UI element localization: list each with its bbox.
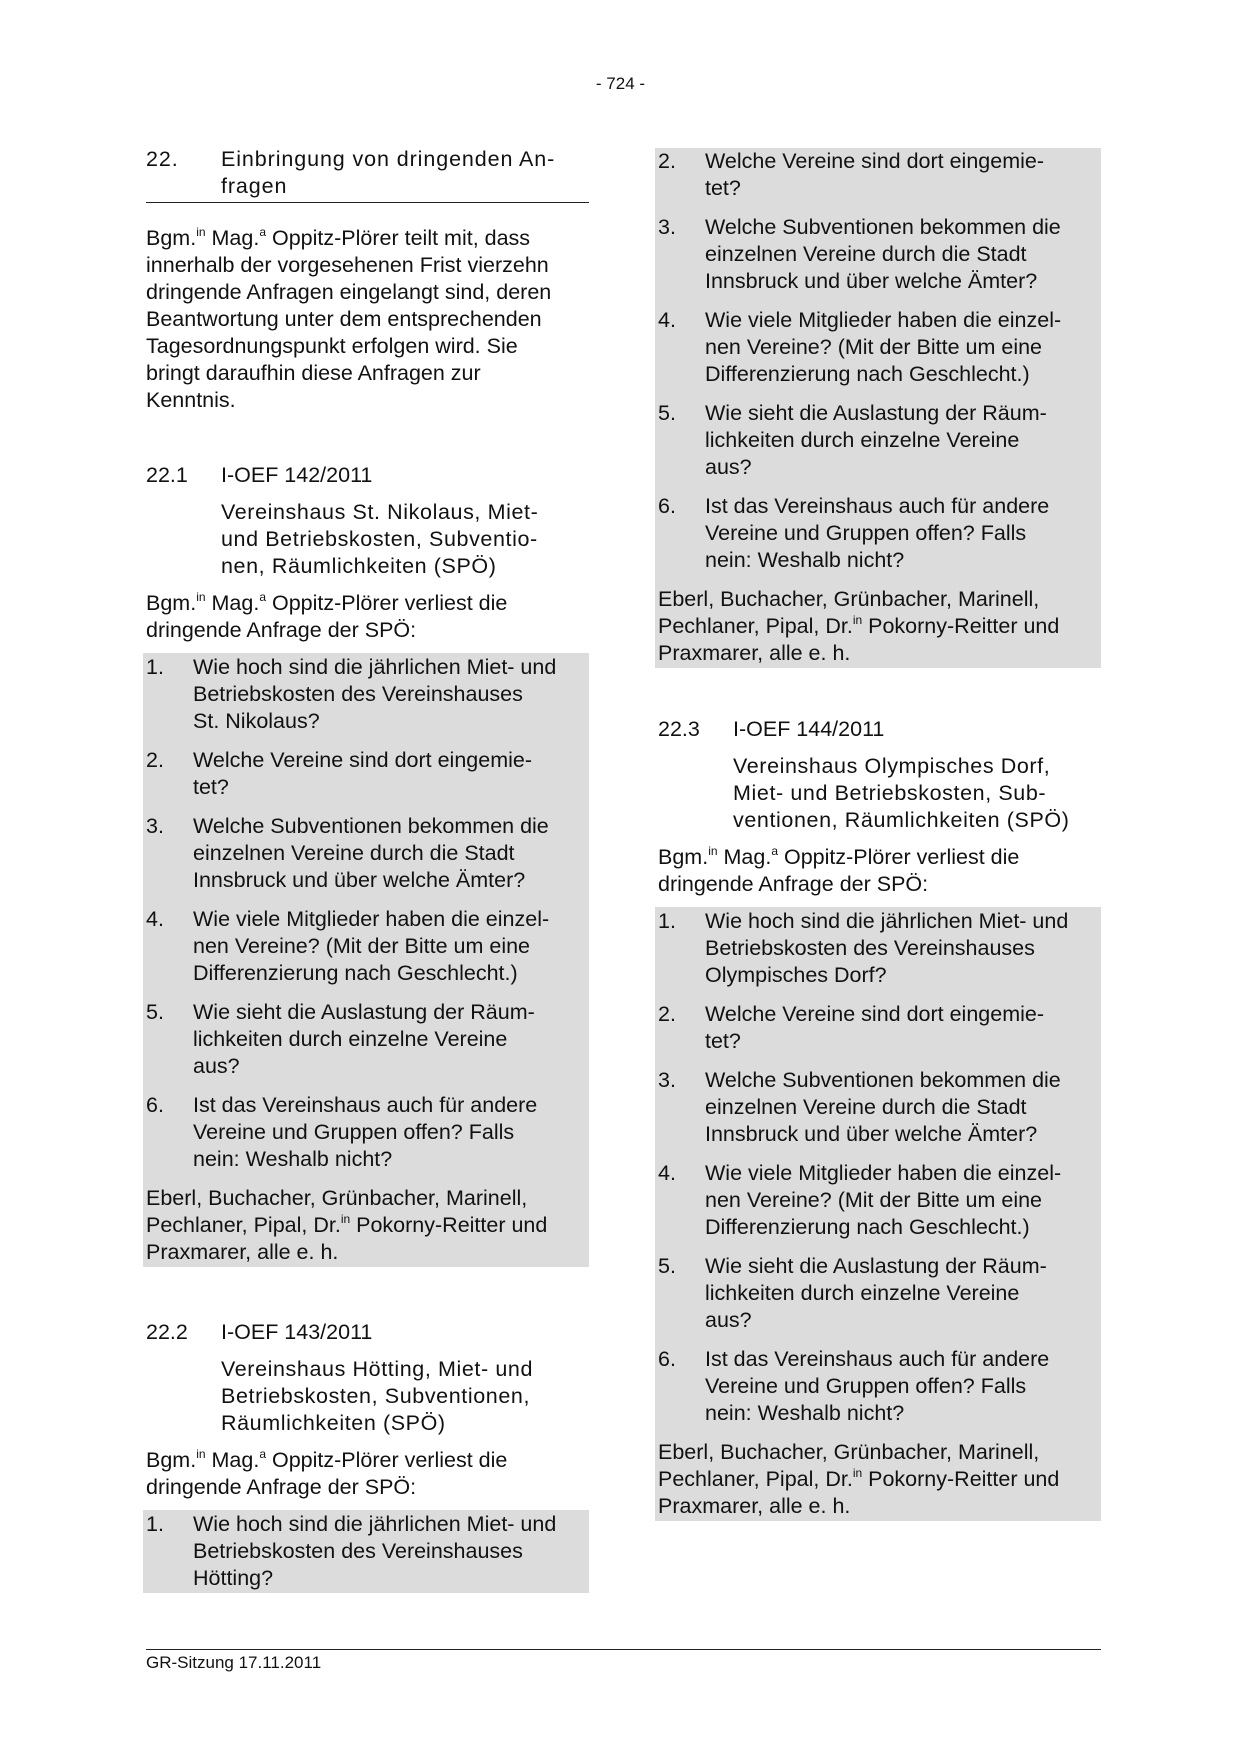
inquiry-questions: [143, 1510, 589, 1593]
section-rule: [146, 202, 589, 203]
inquiry-questions: [143, 653, 589, 1267]
signers: Eberl, Buchacher, Grünbacher, Marinell, Pechlaner, Pipal, Dr.$^{in}$ Pokorny-Reitter und Praxmarer, alle e. h.: [658, 587, 1060, 665]
question-item: 1. Wie hoch sind die jährlichen Miet- und Betriebskosten des Vereinshauses Olympisches Dorf?: [658, 909, 1069, 987]
question-item: 4. Wie viele Mitglieder haben die einzel- nen Vereine? (Mit der Bitte um eine Differenzierung nach Geschlecht.): [658, 308, 1062, 386]
inquiry-header: [658, 716, 1101, 743]
inquiry-code: I-OEF 144/2011: [733, 717, 885, 741]
inquiry-questions: [655, 907, 1101, 1521]
inquiry-number: 22.2: [146, 1320, 188, 1344]
inquiry-number: 22.3: [658, 717, 700, 741]
inquiry-subtitle: Vereinshaus Hötting, Miet- und Betriebskosten, Subventionen, Räumlichkeiten (SPÖ): [221, 1357, 533, 1435]
footer-rule: [146, 1649, 1101, 1650]
question-item: 6. Ist das Vereinshaus auch für andere Vereine und Gruppen offen? Falls nein: Weshalb nicht?: [146, 1093, 538, 1171]
inquiry-header: [146, 1319, 589, 1346]
question-item: 3. Welche Subventionen bekommen die einzelnen Vereine durch die Stadt Innsbruck und über welche Ämter?: [146, 814, 549, 892]
question-item: 2. Welche Vereine sind dort eingemie- tet?: [146, 748, 533, 799]
question-item: 2. Welche Vereine sind dort eingemie- tet?: [658, 149, 1045, 200]
question-item: 5. Wie sieht die Auslastung der Räum- lichkeiten durch einzelne Vereine aus?: [658, 1254, 1047, 1332]
reads-statement: Bgm.$^{in}$ Mag.$^a$ Oppitz-Plörer verliest die dringende Anfrage der SPÖ:: [658, 844, 1020, 896]
inquiry-subtitle: Vereinshaus St. Nikolaus, Miet- und Betriebskosten, Subventio- nen, Räumlichkeiten (SPÖ): [221, 500, 539, 578]
inquiry-22-2-continued: [655, 148, 1101, 668]
question-item: 4. Wie viele Mitglieder haben die einzel- nen Vereine? (Mit der Bitte um eine Differenzierung nach Geschlecht.): [658, 1161, 1062, 1239]
footer-text: GR-Sitzung 17.11.2011: [146, 1653, 322, 1672]
question-item: 5. Wie sieht die Auslastung der Räum- lichkeiten durch einzelne Vereine aus?: [658, 401, 1047, 479]
question-item: 1. Wie hoch sind die jährlichen Miet- und Betriebskosten des Vereinshauses Hötting?: [146, 1512, 557, 1590]
inquiry-22-3: [658, 716, 1101, 1521]
page-number: - 724 -: [595, 74, 646, 93]
question-item: 3. Welche Subventionen bekommen die einzelnen Vereine durch die Stadt Innsbruck und über welche Ämter?: [658, 215, 1061, 293]
inquiry-number: 22.1: [146, 463, 188, 487]
reads-statement: Bgm.$^{in}$ Mag.$^a$ Oppitz-Plörer verliest die dringende Anfrage der SPÖ:: [146, 1447, 508, 1499]
reads-statement: Bgm.$^{in}$ Mag.$^a$ Oppitz-Plörer verliest die dringende Anfrage der SPÖ:: [146, 590, 508, 642]
section-intro: Bgm.$^{in}$ Mag.$^a$ Oppitz-Plörer teilt mit, dass innerhalb der vorgesehenen Frist vierzehn dringende Anfragen eingelangt sind, deren Beantwortung unter dem entsprechenden Tagesordnungspunkt erfolgen wird. Sie bringt daraufhin diese Anfragen zur Kenntnis.: [146, 225, 552, 412]
signers: Eberl, Buchacher, Grünbacher, Marinell, Pechlaner, Pipal, Dr.$^{in}$ Pokorny-Reitter und Praxmarer, alle e. h.: [146, 1186, 548, 1264]
signers: Eberl, Buchacher, Grünbacher, Marinell, Pechlaner, Pipal, Dr.$^{in}$ Pokorny-Reitter und Praxmarer, alle e. h.: [658, 1440, 1060, 1518]
question-item: 1. Wie hoch sind die jährlichen Miet- und Betriebskosten des Vereinshauses St. Nikolaus?: [146, 655, 557, 733]
inquiry-22-2: [146, 1319, 589, 1593]
right-column: [658, 148, 1101, 1521]
inquiry-header: [146, 462, 589, 489]
section-title: Einbringung von dringenden An- fragen: [221, 147, 556, 198]
inquiry-code: I-OEF 142/2011: [221, 463, 373, 487]
inquiry-22-1: [146, 462, 589, 1267]
question-item: 6. Ist das Vereinshaus auch für andere Vereine und Gruppen offen? Falls nein: Weshalb nicht?: [658, 1347, 1050, 1425]
question-item: 2. Welche Vereine sind dort eingemie- tet?: [658, 1002, 1045, 1053]
left-column: [146, 146, 589, 1593]
question-item: 4. Wie viele Mitglieder haben die einzel- nen Vereine? (Mit der Bitte um eine Differenzierung nach Geschlecht.): [146, 907, 550, 985]
section-number: 22.: [146, 147, 179, 171]
question-item: 5. Wie sieht die Auslastung der Räum- lichkeiten durch einzelne Vereine aus?: [146, 1000, 535, 1078]
inquiry-code: I-OEF 143/2011: [221, 1320, 373, 1344]
question-item: 6. Ist das Vereinshaus auch für andere Vereine und Gruppen offen? Falls nein: Weshalb nicht?: [658, 494, 1050, 572]
inquiry-subtitle: Vereinshaus Olympisches Dorf, Miet- und Betriebskosten, Sub- ventionen, Räumlichkeiten (SPÖ): [733, 754, 1070, 832]
section-heading: [146, 146, 589, 200]
question-item: 3. Welche Subventionen bekommen die einzelnen Vereine durch die Stadt Innsbruck und über welche Ämter?: [658, 1068, 1061, 1146]
